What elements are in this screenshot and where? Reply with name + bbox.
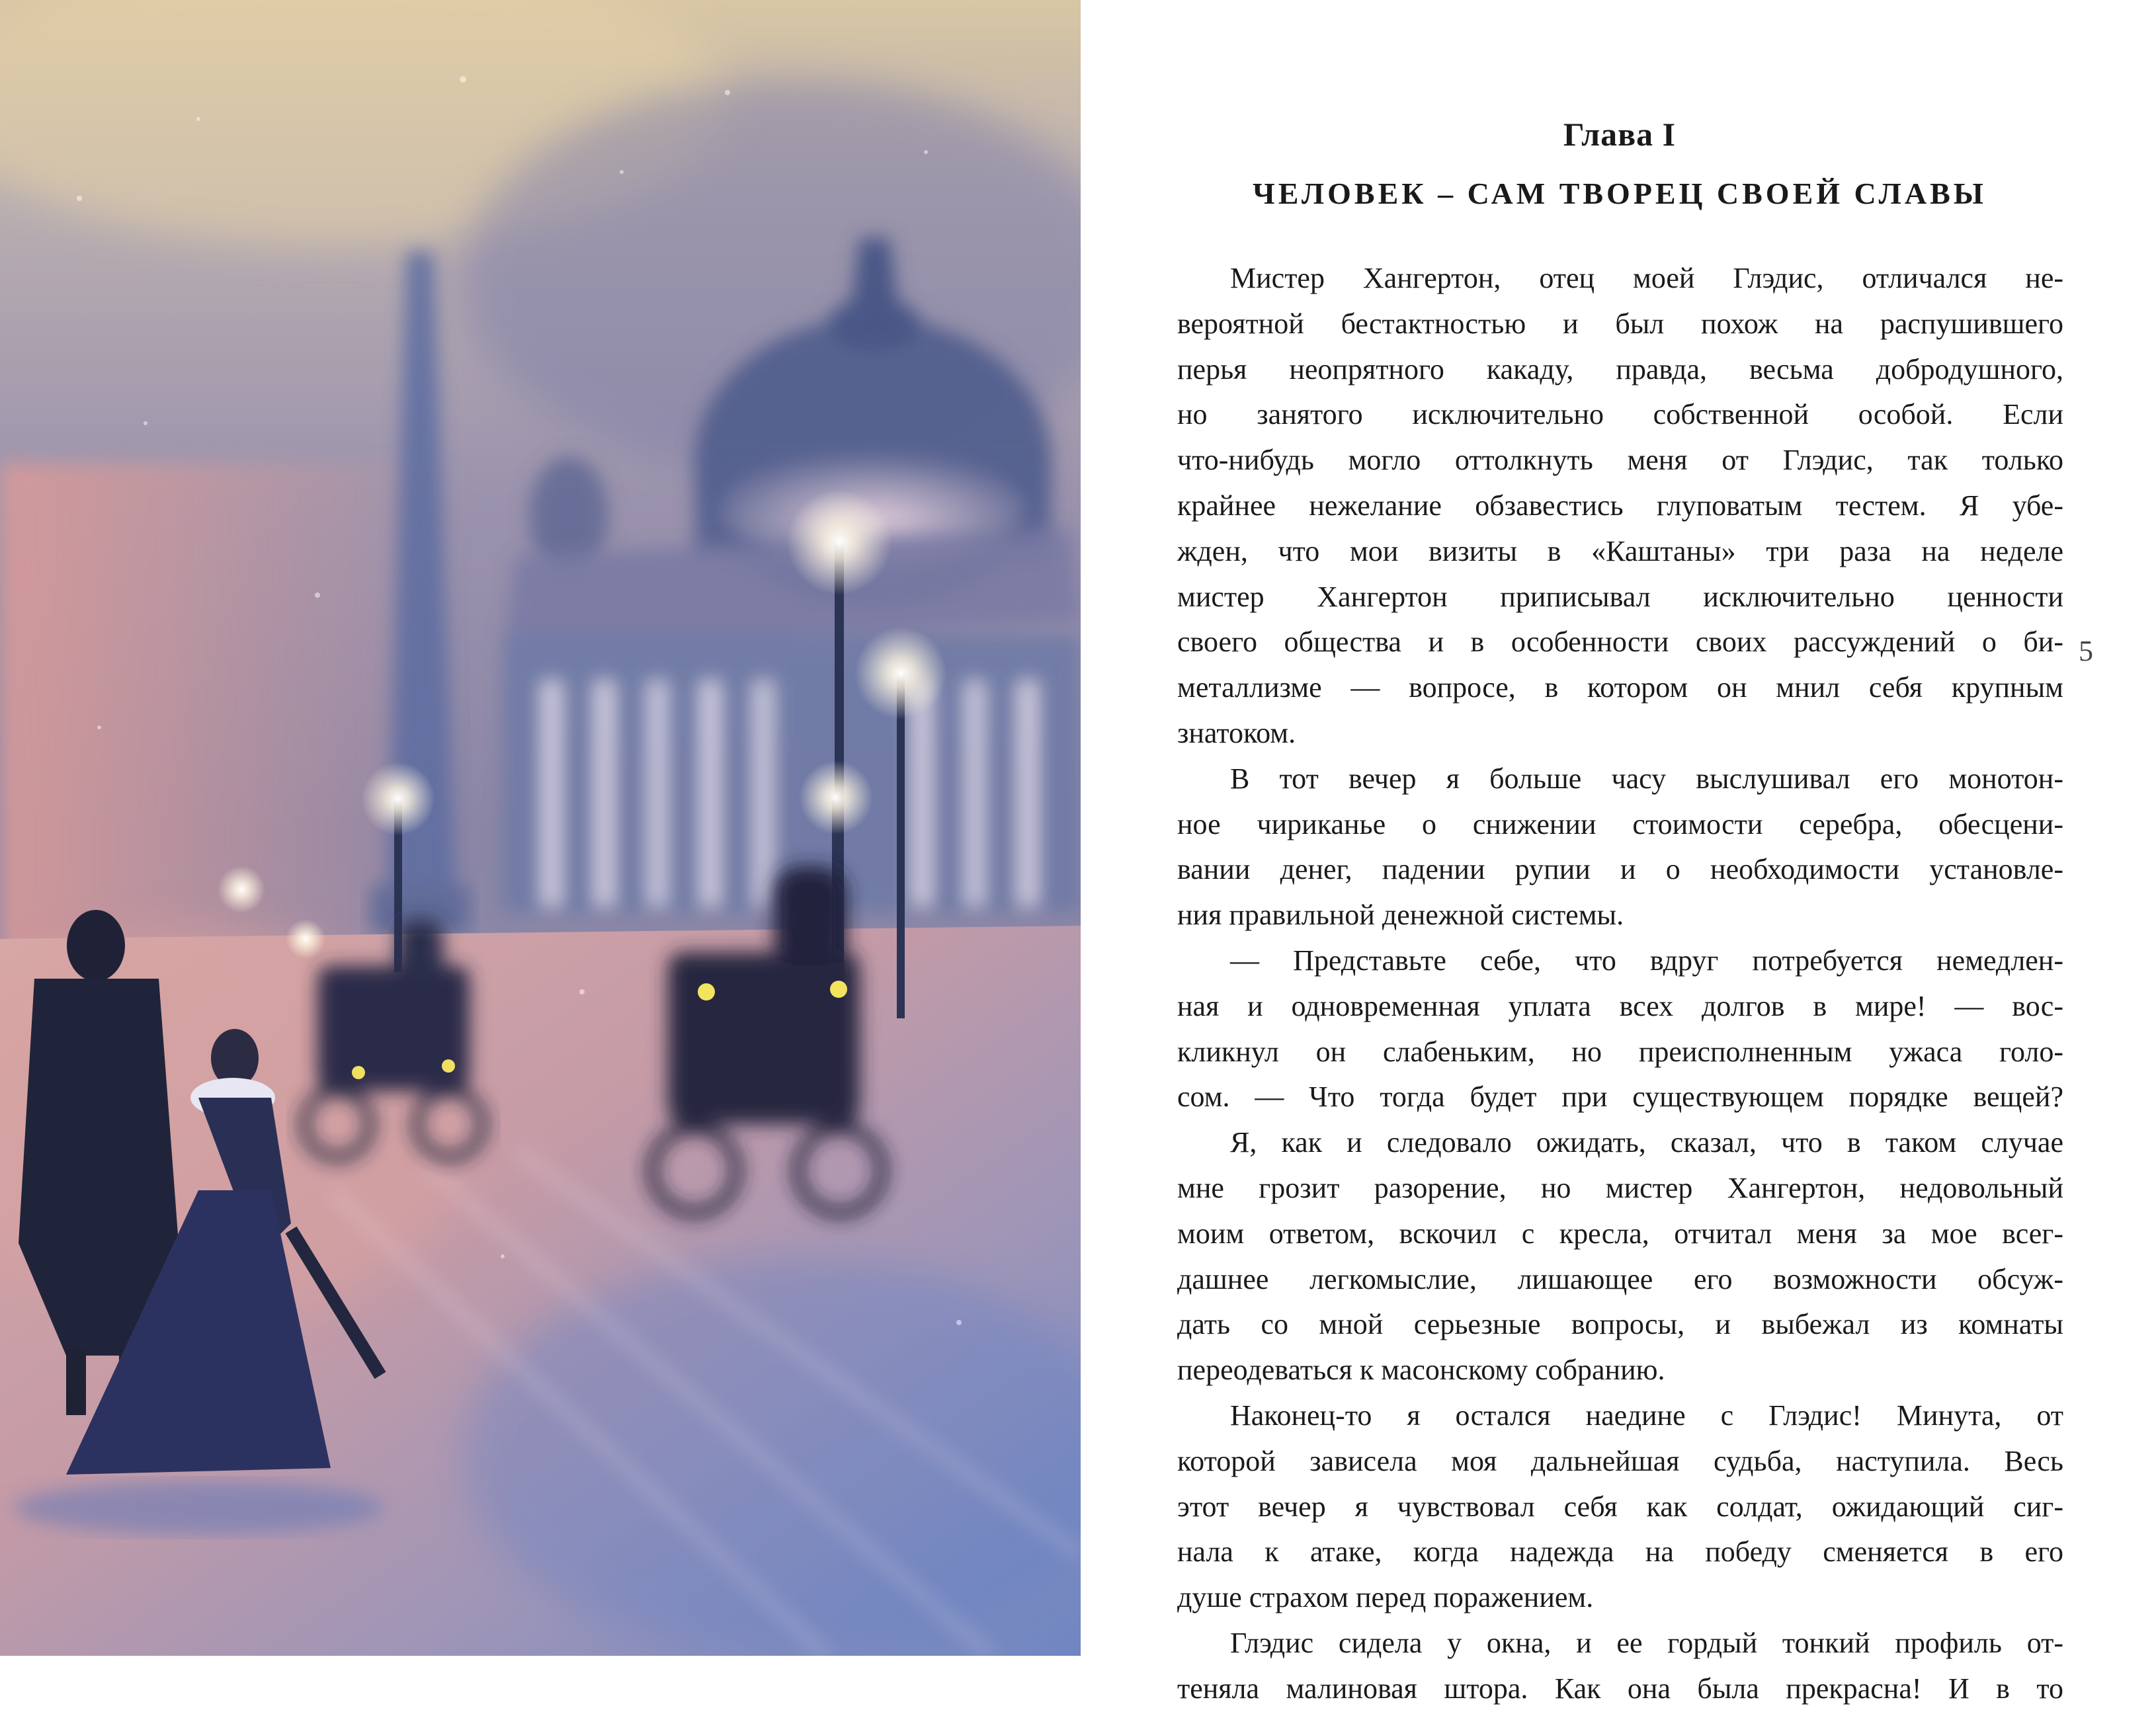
text-line: вероятной бестактностью и был похож на распушившего [1177,307,2063,340]
text-line: Мистер Хангертон, отец моей Глэдис, отличался не- [1230,262,2063,294]
text-line: ная и одновременная уплата всех долгов в мире! — вос- [1177,989,2063,1022]
chapter-title: ЧЕЛОВЕК – САМ ТВОРЕЦ СВОЕЙ СЛАВЫ [1253,177,1987,210]
text-line: — Представьте себе, что вдруг потребуется немедлен- [1230,944,2063,977]
text-line: сом. — Что тогда будет при существующем порядке вещей? [1177,1080,2063,1114]
text-page [1081,0,2156,1705]
text-line: жден, что мои визиты в «Каштаны» три раза на неделе [1177,534,2063,567]
text-line: дашнее легкомыслие, лишающее его возможности обсуж- [1177,1262,2063,1295]
text-line: моим ответом, вскочил с кресла, отчитал меня за мое всег- [1177,1217,2063,1250]
text-line: вании денег, падении рупии и о необходимости установле- [1177,853,2063,886]
chapter-number: Глава I [1563,116,1677,153]
text-line: кликнул он слабеньким, но преисполненным ужаса голо- [1177,1035,2063,1068]
text-line: крайнее нежелание обзавестись глуповатым тестем. Я убе- [1177,489,2063,522]
text-line: дать со мной серьезные вопросы, и выбежал из комнаты [1177,1308,2063,1341]
text-line: нала к атаке, когда надежда на победу сменяется в его [1177,1535,2063,1569]
illustration-page [0,0,1081,1656]
text-line: но занятого исключительно собственной особой. Если [1177,398,2063,431]
text-line: этот вечер я чувствовал себя как солдат, ожидающий сиг- [1177,1490,2063,1523]
chapter-body-text [1177,256,2063,1712]
text-line: ния правильной денежной системы. [1177,899,1624,932]
text-line: теняла малиновая штора. Как она была прекрасна! И в то [1177,1672,2063,1705]
text-line: перья неопрятного какаду, правда, весьма добродушного, [1177,352,2063,386]
text-line: своего общества и в особенности своих рассуждений о би- [1177,626,2063,659]
text-line: В тот вечер я больше часу выслушивал его монотон- [1230,762,2063,795]
text-line: которой зависела моя дальнейшая судьба, наступила. Весь [1177,1444,2063,1477]
text-line: что-нибудь могло оттолкнуть меня от Глэдис, так только [1177,444,2063,477]
text-line: знатоком. [1177,716,1296,749]
text-line: ное чириканье о снижении стоимости серебра, обесцени- [1177,807,2063,840]
page-number: 5 [2079,635,2093,667]
text-line: Глэдис сидела у окна, и ее гордый тонкий профиль от- [1230,1626,2063,1659]
text-line: металлизме — вопросе, в котором он мнил себя крупным [1177,671,2063,704]
city-night-painting [0,0,1081,1656]
text-line: мистер Хангертон приписывал исключительно ценности [1177,580,2063,613]
text-line: переодеваться к масонскому собранию. [1177,1354,1665,1387]
text-line: мне грозит разорение, но мистер Хангертон, недовольный [1177,1171,2063,1204]
text-line: душе страхом перед поражением. [1177,1581,1594,1614]
text-line: Наконец-то я остался наедине с Глэдис! Минута, от [1230,1399,2063,1432]
text-line: Я, как и следовало ожидать, сказал, что в таком случае [1230,1126,2063,1159]
